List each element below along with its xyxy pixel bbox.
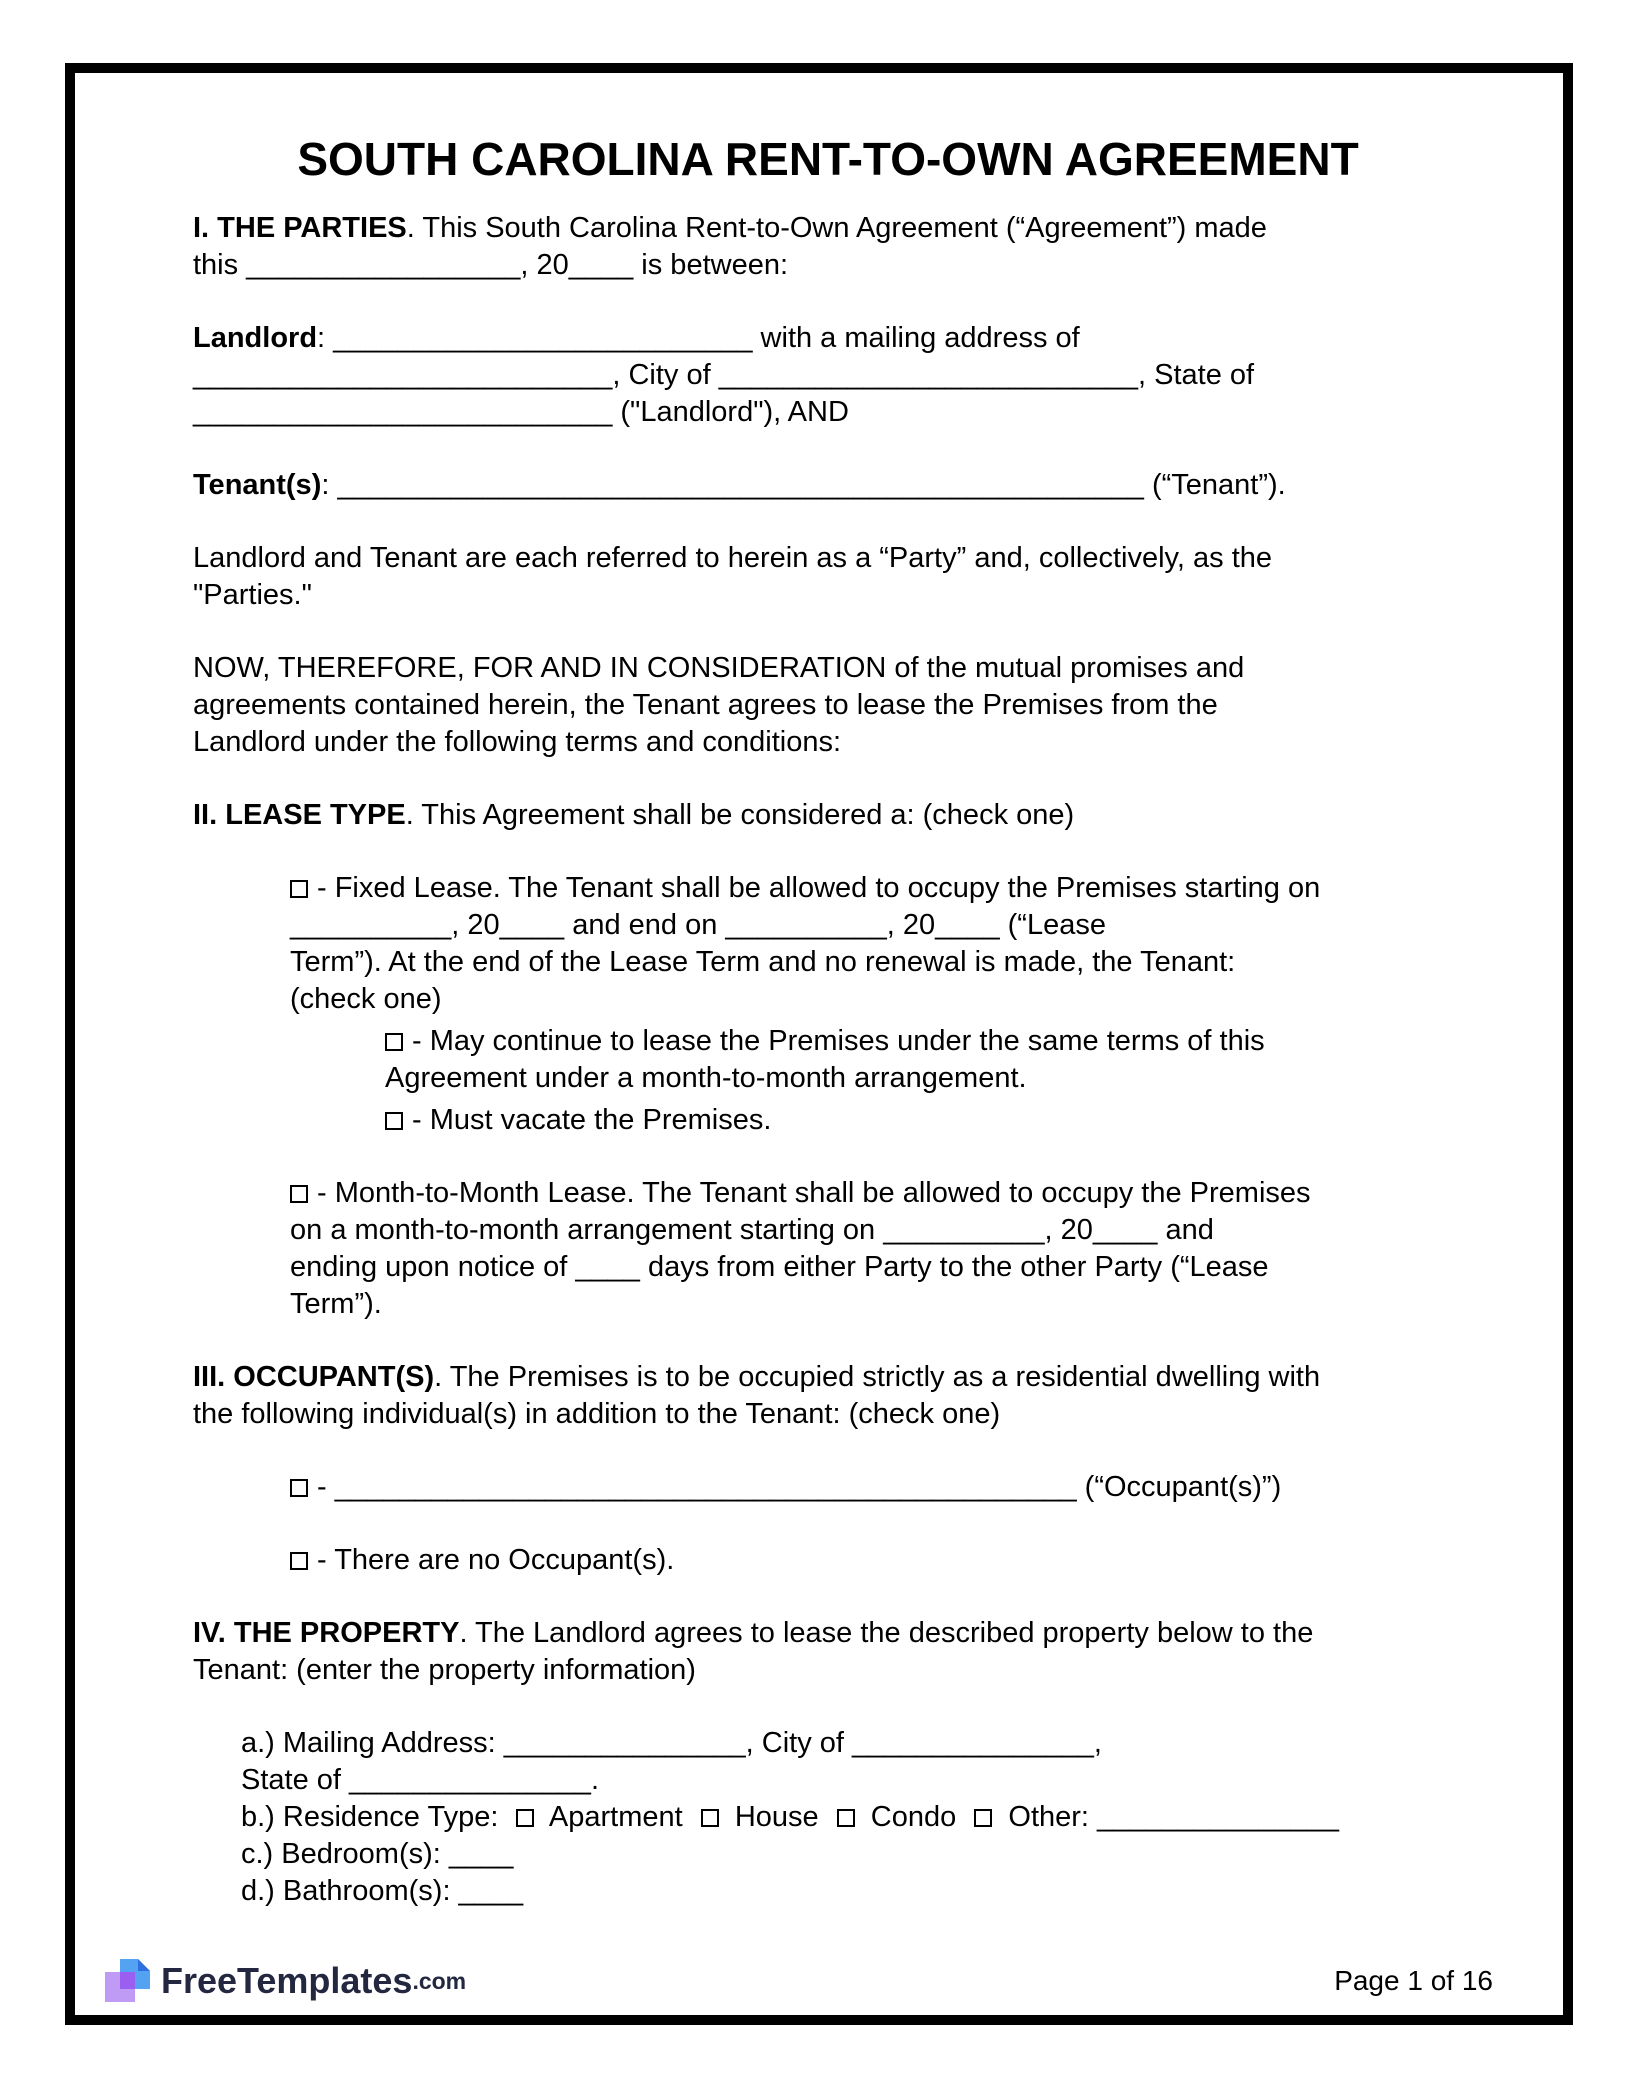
therefore-line-1: NOW, THEREFORE, FOR AND IN CONSIDERATION of the mutual promises and bbox=[193, 652, 1245, 684]
landlord-state-line: __________________________ ("Landlord"), AND bbox=[193, 396, 849, 428]
may-continue-line-2: Agreement under a month-to-month arrangement. bbox=[385, 1062, 1027, 1094]
checkbox-fixed-lease[interactable] bbox=[290, 880, 308, 898]
residence-option-house: House bbox=[734, 1801, 819, 1833]
checkbox-must-vacate[interactable] bbox=[385, 1112, 403, 1130]
must-vacate-text: - Must vacate the Premises. bbox=[412, 1104, 772, 1136]
property-items bbox=[241, 1725, 1463, 1910]
lease-type-intro-text: . This Agreement shall be considered a: (check one) bbox=[405, 799, 1075, 831]
therefore-line-2: agreements contained herein, the Tenant agrees to lease the Premises from the bbox=[193, 689, 1218, 721]
document-content bbox=[75, 73, 1563, 1910]
fixed-lease-line-2: __________, 20____ and end on __________, 20____ (“Lease bbox=[290, 909, 1106, 941]
section-heading-property: IV. THE PROPERTY bbox=[193, 1617, 460, 1649]
residence-option-apartment: Apartment bbox=[548, 1801, 683, 1833]
property-intro-text: . The Landlord agrees to lease the described property below to the bbox=[459, 1617, 1314, 1649]
fixed-lease-line-3: Term”). At the end of the Lease Term and no renewal is made, the Tenant: bbox=[290, 946, 1236, 978]
fixed-lease-option-vacate bbox=[385, 1102, 1463, 1139]
occupants-named-option bbox=[290, 1469, 1463, 1506]
checkbox-apartment[interactable] bbox=[516, 1809, 534, 1827]
property-intro-line-2: Tenant: (enter the property information) bbox=[193, 1654, 696, 1686]
landlord-address-line: __________________________, City of __________________________, State of bbox=[193, 359, 1255, 391]
parties-date-line: this _________________, 20____ is between: bbox=[193, 249, 789, 281]
checkbox-other[interactable] bbox=[974, 1809, 992, 1827]
section-heading-occupants: III. OCCUPANT(S) bbox=[193, 1361, 435, 1393]
checkbox-house[interactable] bbox=[701, 1809, 719, 1827]
checkbox-condo[interactable] bbox=[837, 1809, 855, 1827]
section-heading-parties: I. THE PARTIES bbox=[193, 212, 407, 244]
page-footer bbox=[105, 1959, 1493, 2003]
landlord-name-line: : __________________________ with a mailing address of bbox=[317, 322, 1080, 354]
document-border bbox=[65, 63, 1573, 2025]
monthly-line-2: on a month-to-month arrangement starting on __________, 20____ and bbox=[290, 1214, 1214, 1246]
document-title: SOUTH CAROLINA RENT-TO-OWN AGREEMENT bbox=[297, 133, 1359, 185]
page-number-label: Page 1 of 16 bbox=[1334, 1965, 1493, 1996]
section-property bbox=[193, 1615, 1463, 1689]
landlord-label: Landlord bbox=[193, 322, 318, 354]
occupants-none-option bbox=[290, 1542, 1463, 1579]
fixed-lease-line-1: - Fixed Lease. The Tenant shall be allowed to occupy the Premises starting on bbox=[317, 872, 1321, 904]
checkbox-occupants-named[interactable] bbox=[290, 1479, 308, 1497]
section-heading-lease-type: II. LEASE TYPE bbox=[193, 799, 406, 831]
monthly-line-4: Term”). bbox=[290, 1288, 382, 1320]
monthly-lease-block bbox=[290, 1175, 1463, 1323]
occupants-named-text: - ______________________________________________ (“Occupant(s)”) bbox=[317, 1471, 1282, 1503]
now-therefore-block bbox=[193, 650, 1463, 761]
property-item-bathrooms: d.) Bathroom(s): ____ bbox=[241, 1875, 524, 1907]
referred-line-2: "Parties." bbox=[193, 579, 312, 611]
logo-overlap-region bbox=[120, 1972, 135, 1989]
landlord-block bbox=[193, 320, 1463, 431]
monthly-line-1: - Month-to-Month Lease. The Tenant shall be allowed to occupy the Premises bbox=[317, 1177, 1311, 1209]
brand-tld: .com bbox=[412, 1967, 467, 1994]
residence-option-other: Other: _______________ bbox=[1008, 1801, 1339, 1833]
checkbox-month-to-month[interactable] bbox=[290, 1185, 308, 1203]
occupants-intro-line-2: the following individual(s) in addition to the Tenant: (check one) bbox=[193, 1398, 1001, 1430]
property-item-bedrooms: c.) Bedroom(s): ____ bbox=[241, 1838, 514, 1870]
freetemplates-logo-icon bbox=[105, 1959, 151, 2003]
occupants-intro-text: . The Premises is to be occupied strictly as a residential dwelling with bbox=[434, 1361, 1321, 1393]
occupants-none-text: - There are no Occupant(s). bbox=[317, 1544, 675, 1576]
parties-referred-block bbox=[193, 540, 1463, 614]
brand-logo bbox=[105, 1959, 466, 2003]
checkbox-may-continue[interactable] bbox=[385, 1033, 403, 1051]
section-parties-intro bbox=[193, 210, 1463, 284]
property-item-mailing-address: a.) Mailing Address: _______________, City of _______________, bbox=[241, 1727, 1102, 1759]
tenant-block bbox=[193, 467, 1463, 504]
residence-type-label: b.) Residence Type: bbox=[241, 1801, 499, 1833]
referred-line-1: Landlord and Tenant are each referred to herein as a “Party” and, collectively, as the bbox=[193, 542, 1273, 574]
residence-option-condo: Condo bbox=[870, 1801, 957, 1833]
monthly-line-3: ending upon notice of ____ days from either Party to the other Party (“Lease bbox=[290, 1251, 1269, 1283]
property-item-residence-type bbox=[241, 1799, 1463, 1836]
fixed-lease-line-4: (check one) bbox=[290, 983, 442, 1015]
parties-intro-text: . This South Carolina Rent-to-Own Agreement (“Agreement”) made bbox=[406, 212, 1267, 244]
checkbox-no-occupants[interactable] bbox=[290, 1552, 308, 1570]
fixed-lease-block bbox=[290, 870, 1463, 1018]
tenant-label: Tenant(s) bbox=[193, 469, 322, 501]
property-item-state: State of _______________. bbox=[241, 1764, 599, 1796]
may-continue-line-1: - May continue to lease the Premises under the same terms of this bbox=[412, 1025, 1265, 1057]
section-lease-type bbox=[193, 797, 1463, 834]
fixed-lease-option-continue bbox=[385, 1023, 1463, 1097]
brand-name: FreeTemplates bbox=[161, 1960, 413, 2001]
therefore-line-3: Landlord under the following terms and conditions: bbox=[193, 726, 842, 758]
tenant-name-line: : __________________________________________________ (“Tenant”). bbox=[321, 469, 1286, 501]
section-occupants bbox=[193, 1359, 1463, 1433]
